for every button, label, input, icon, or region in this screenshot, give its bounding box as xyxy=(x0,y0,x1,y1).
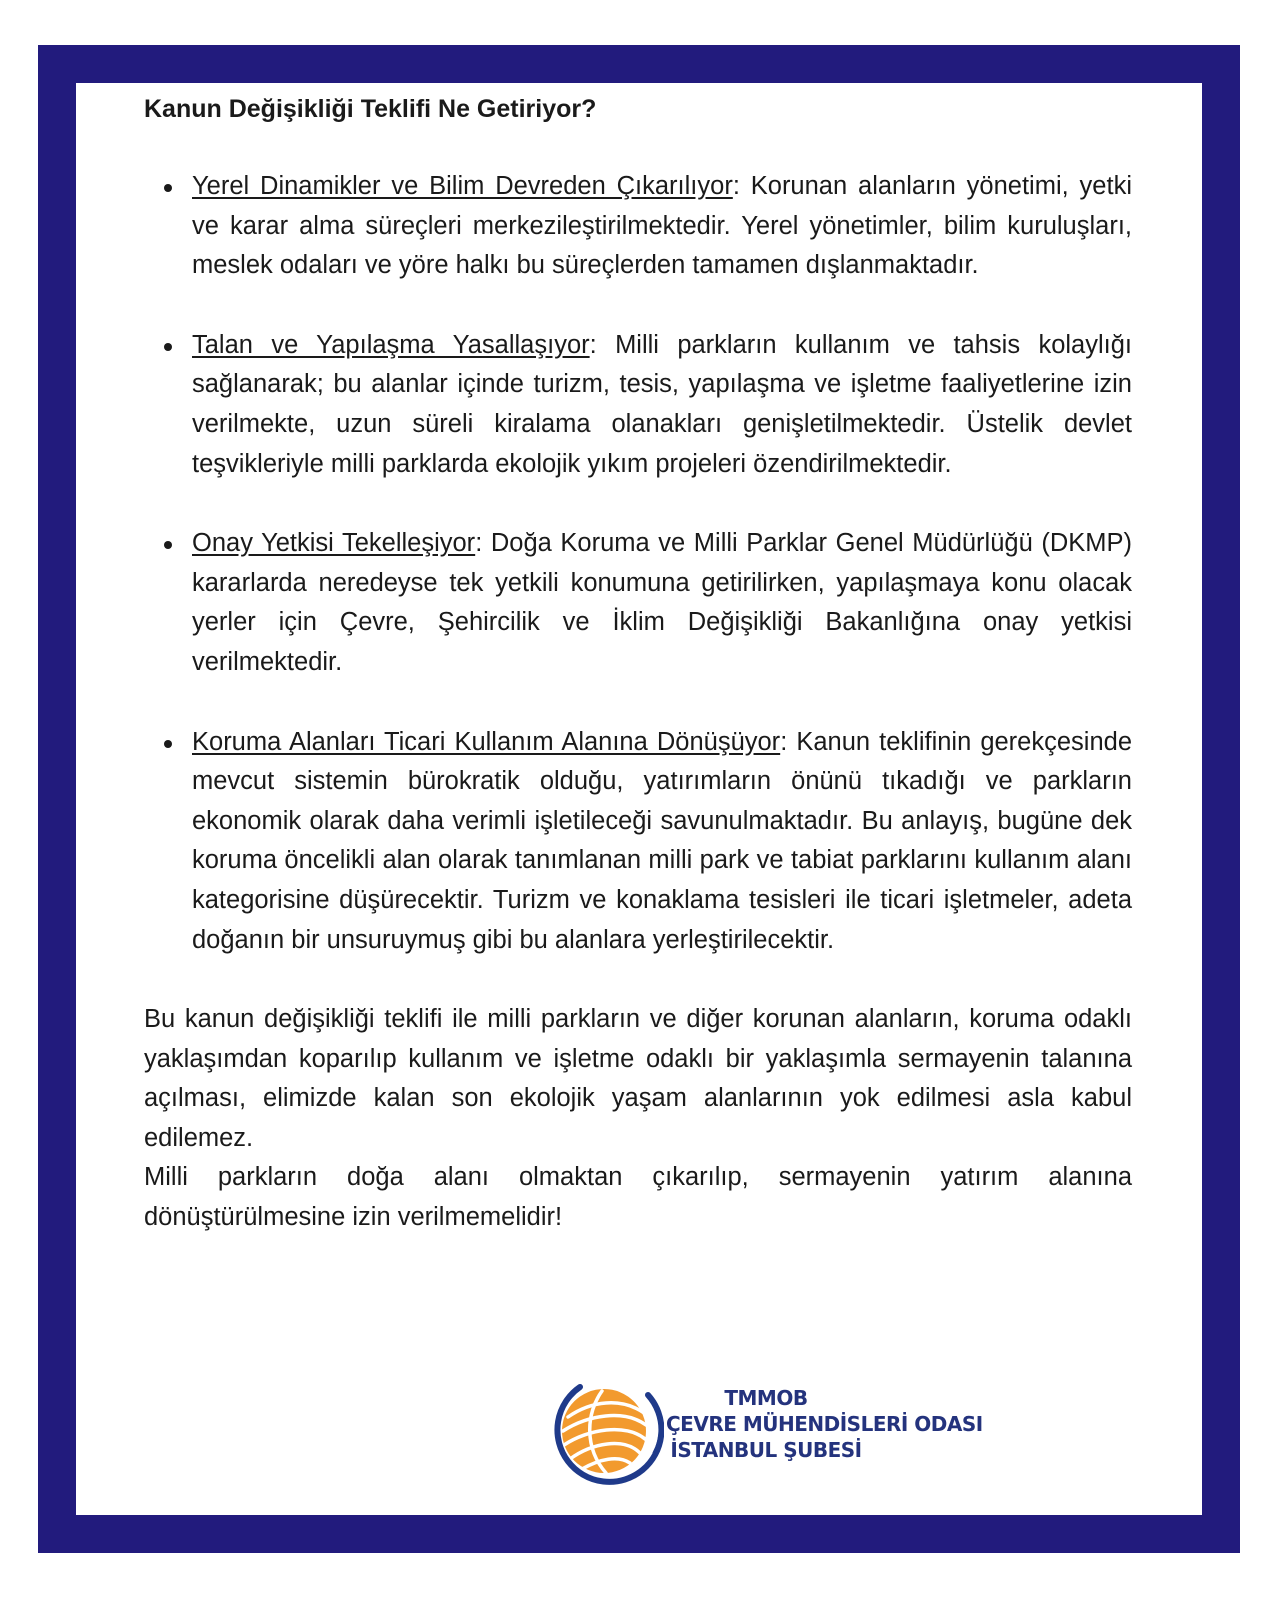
list-item xyxy=(144,167,1132,286)
page-sheet xyxy=(76,83,1202,1515)
bullet-term: Yerel Dinamikler ve Bilim Devreden Çıkarılıyor xyxy=(192,172,733,200)
logo-text xyxy=(666,1385,983,1463)
document-content xyxy=(144,89,1132,1238)
page-frame xyxy=(38,45,1240,1553)
bullet-text: : Doğa Koruma ve Milli Parklar Genel Müdürlüğü (DKMP) kararlarda neredeyse tek yetkili konumuna getirilirken, yapılaşmaya konu olacak yerler için Çevre, Şehircilik ve İklim Değişikliği Bakanlığına onay yetkisi verilmektedir. xyxy=(192,529,1132,676)
bullet-term: Koruma Alanları Ticari Kullanım Alanına Dönüşüyor xyxy=(192,727,781,756)
bullet-dot-icon xyxy=(164,343,172,351)
bullet-text: : Kanun teklifinin gerekçesinde mevcut sistemin bürokratik olduğu, yatırımların önünü tıkadığı ve parkların ekonomik olarak daha verimli işletileceği savunulmaktadır. Bu anlayış, bugüne dek koruma öncelikli alan olarak tanımlanan milli park ve tabiat parklarını kullanım alanı kategorisine düşürecektir. Turizm ve konaklama tesisleri ile ticari işletmeler, adeta doğanın bir unsuruymuş gibi bu alanlara yerleştirilecektir. xyxy=(192,727,1132,954)
closing-paragraphs xyxy=(144,1000,1132,1238)
logo-line-chamber: ÇEVRE MÜHENDİSLERİ ODASI xyxy=(666,1412,983,1436)
bullet-term: Onay Yetkisi Tekelleşiyor xyxy=(192,529,476,558)
bullet-term: Talan ve Yapılaşma Yasallaşıyor xyxy=(192,330,590,359)
globe-logo-icon xyxy=(546,1373,664,1491)
bullet-list xyxy=(144,167,1132,960)
logo-line-branch: İSTANBUL ŞUBESİ xyxy=(670,1438,862,1462)
bullet-text: : Korunan alanların yönetimi, yetki ve karar alma süreçleri merkezileştirilmektedir. Yerel yönetimler, bilim kuruluşları, meslek odaları ve yöre halkı bu süreçlerden tamamen dışlanmaktadır. xyxy=(192,172,1132,280)
list-item xyxy=(144,524,1132,682)
closing-paragraph: Milli parkların doğa alanı olmaktan çıkarılıp, sermayenin yatırım alanına dönüştürülmesine izin verilmemelidir! xyxy=(144,1163,1132,1232)
list-item xyxy=(144,326,1132,484)
bullet-text: : Milli parkların kullanım ve tahsis kolaylığı sağlanarak; bu alanlar içinde turizm, tesis, yapılaşma ve işletme faaliyetlerine izin verilmekte, uzun süreli kiralama olanakları genişletilmektedir. Üstelik devlet teşvikleriyle milli parklarda ekolojik yıkım projeleri özendirilmektedir. xyxy=(192,330,1132,478)
bullet-dot-icon xyxy=(164,740,172,748)
closing-paragraph: Bu kanun değişikliği teklifi ile milli parkların ve diğer korunan alanların, koruma odaklı yaklaşımdan koparılıp kullanım ve işletme odaklı bir yaklaşımla sermayenin talanına açılması, elimizde kalan son ekolojik yaşam alanlarının yok edilmesi asla kabul edilemez. xyxy=(144,1005,1132,1152)
list-item xyxy=(144,723,1132,961)
logo-line-tmmob: TMMOB xyxy=(724,1386,808,1410)
organization-logo xyxy=(546,1373,983,1493)
bullet-dot-icon xyxy=(164,184,172,192)
document-heading: Kanun Değişikliği Teklifi Ne Getiriyor? xyxy=(144,95,597,123)
bullet-dot-icon xyxy=(164,541,172,549)
